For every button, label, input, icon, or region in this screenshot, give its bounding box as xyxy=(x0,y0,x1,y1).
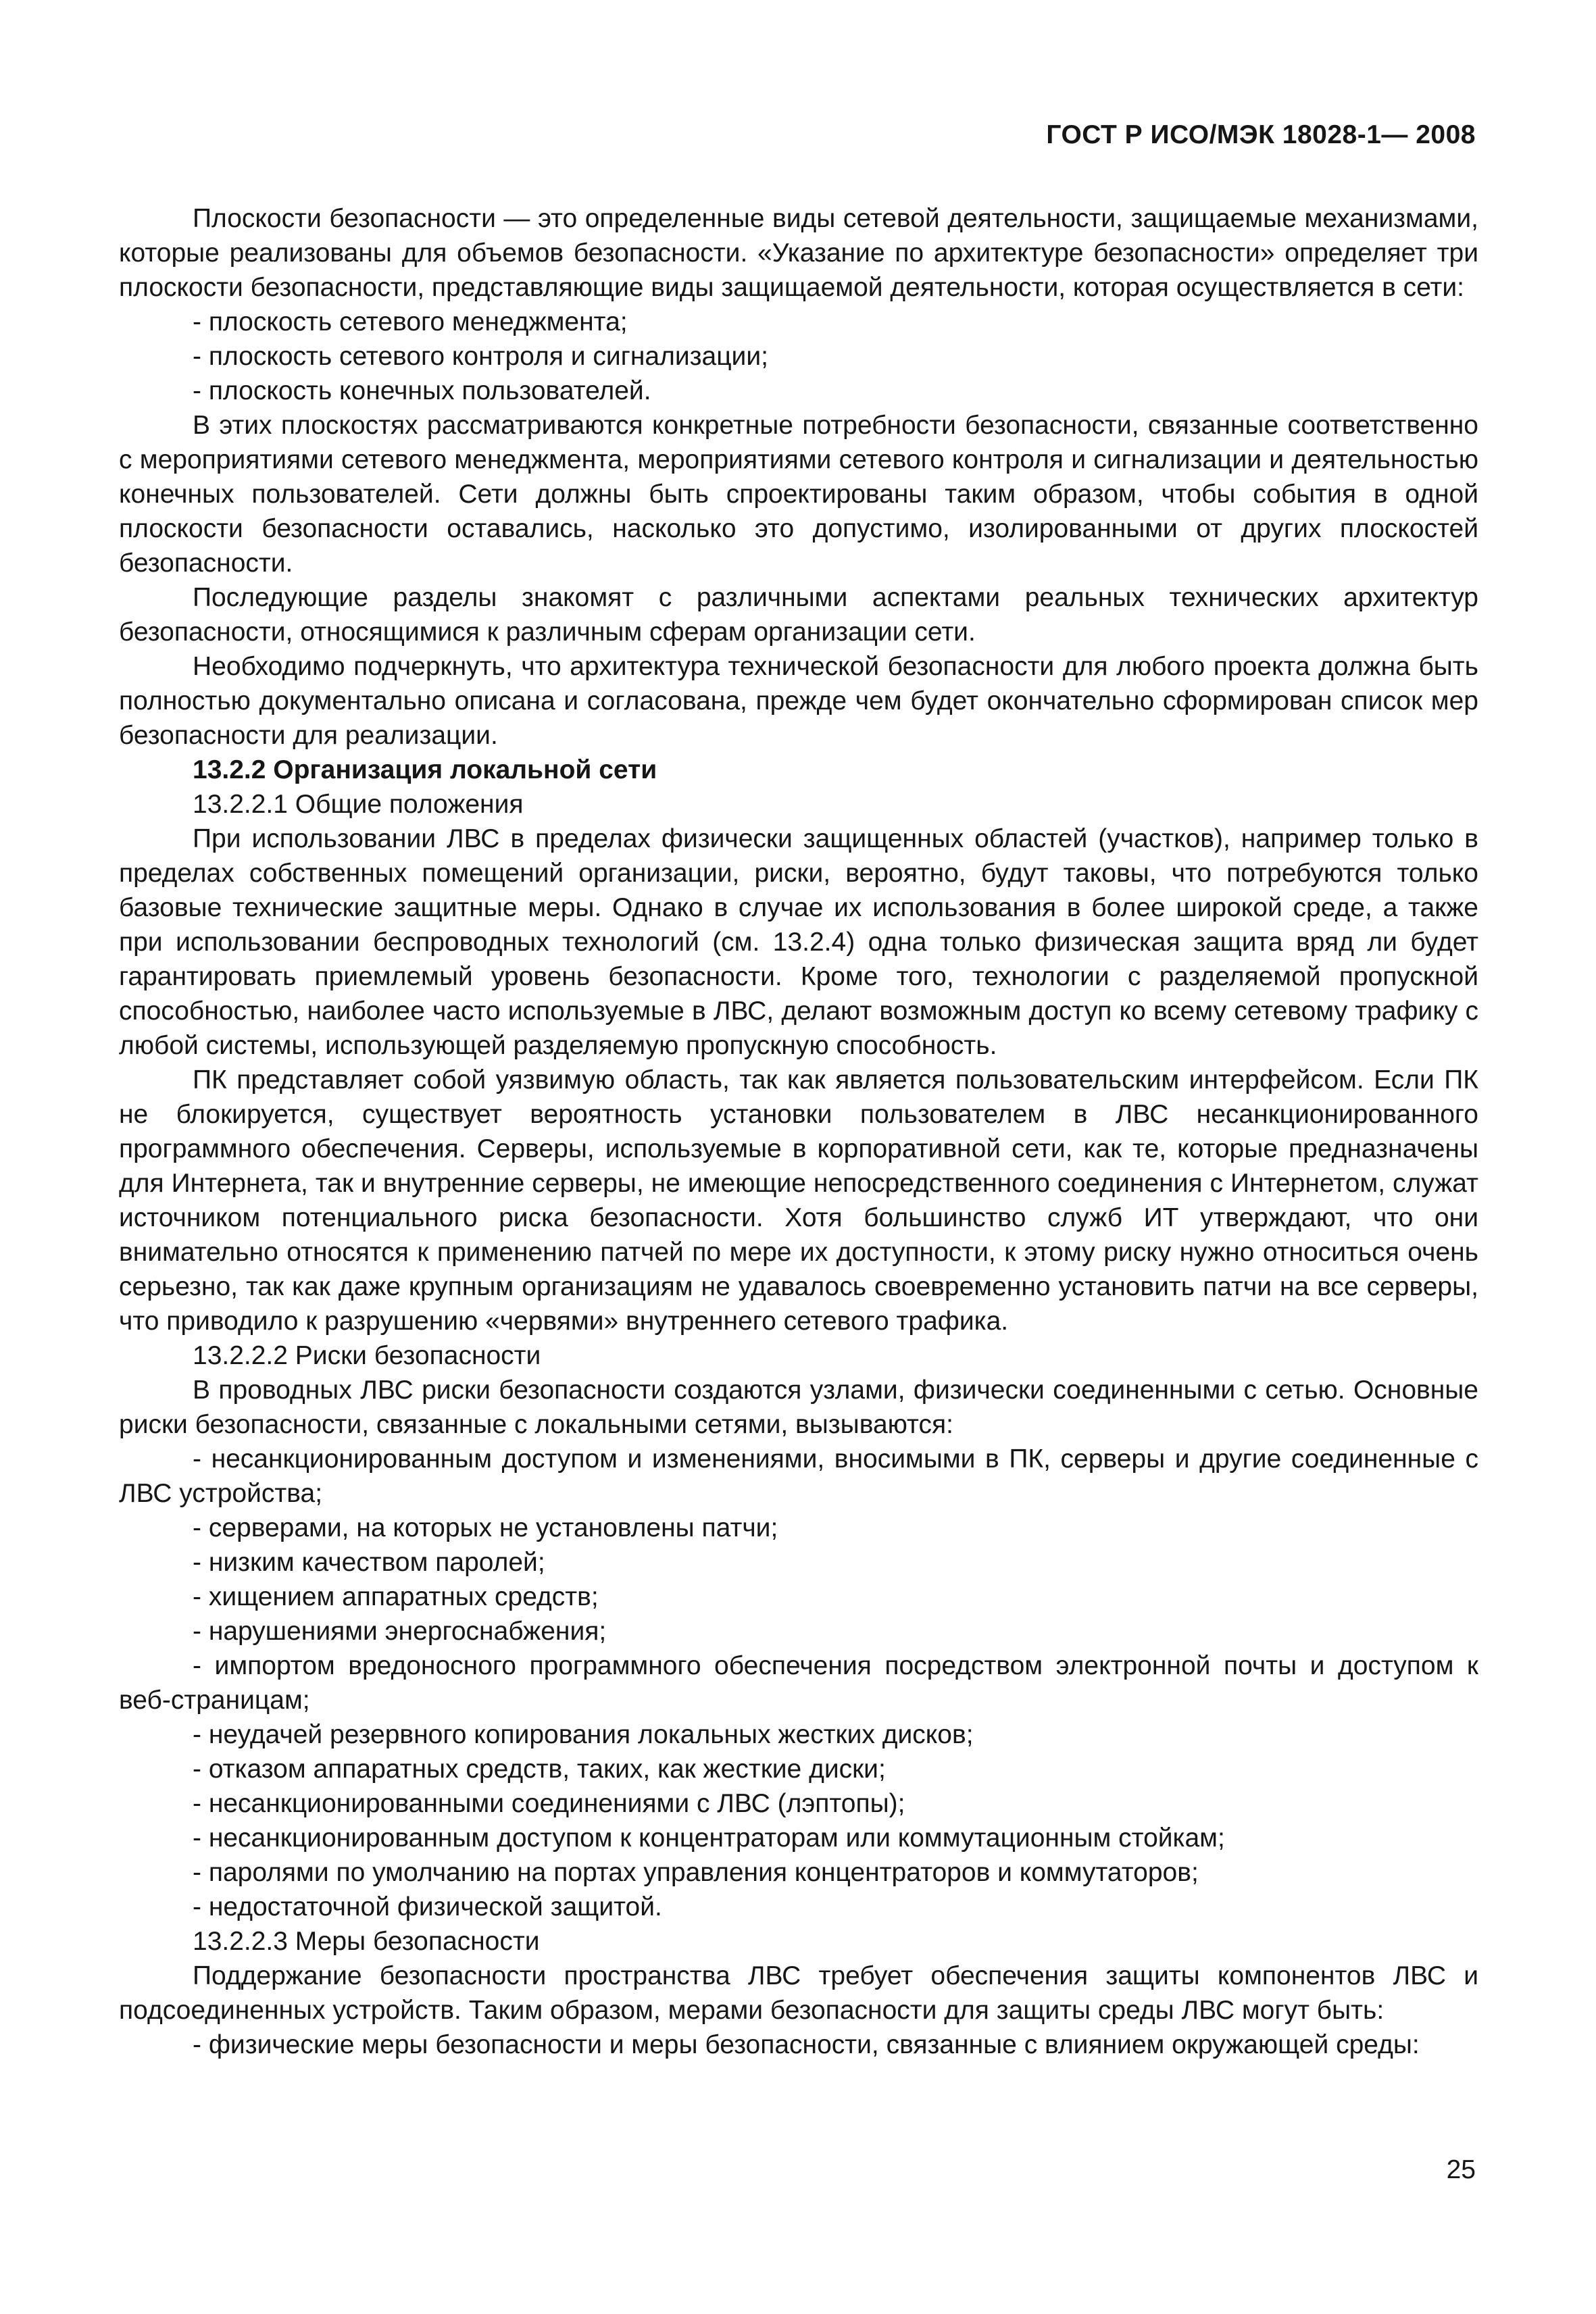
paragraph: При использовании ЛВС в пределах физически защищенных областей (участков), например только в пределах собственных помещений организации, риски, вероятно, будут таковы, что потребуются только базовые технические защитные меры. Однако в случае их использования в более широкой среде, а также при использовании беспроводных технологий (см. 13.2.4) одна только физическая защита вряд ли будет гарантировать приемлемый уровень безопасности. Кроме того, технологии с разделяемой пропускной способностью, наиболее часто используемые в ЛВС, делают возможным доступ ко всему сетевому трафику с любой системы, использующей разделяемую пропускную способность. xyxy=(119,824,1478,1060)
paragraph: Поддержание безопасности пространства ЛВС требует обеспечения защиты компонентов ЛВС и подсоединенных устройств. Таким образом, мерами безопасности для защиты среды ЛВС могут быть: xyxy=(119,1961,1478,2025)
list-item: - плоскость сетевого менеджмента; xyxy=(193,307,628,336)
list-item: - физические меры безопасности и меры безопасности, связанные с влиянием окружающей среды: xyxy=(193,2030,1420,2059)
paragraph: Последующие разделы знакомят с различными аспектами реальных технических архитектур безопасности, относящимися к различным сферам организации сети. xyxy=(119,583,1478,647)
list-item: - хищением аппаратных средств; xyxy=(193,1582,599,1611)
paragraph: Необходимо подчеркнуть, что архитектура технической безопасности для любого проекта должна быть полностью документально описана и согласована, прежде чем будет окончательно сформирован список мер безопасности для реализации. xyxy=(119,652,1478,750)
list-item: - несанкционированными соединениями с ЛВС (лэптопы); xyxy=(193,1789,905,1818)
list-item: - отказом аппаратных средств, таких, как жесткие диски; xyxy=(193,1755,886,1784)
list-item: - нарушениями энергоснабжения; xyxy=(193,1617,607,1646)
list-item: - паролями по умолчанию на портах управления концентраторов и коммутаторов; xyxy=(193,1858,1199,1887)
list-item: - серверами, на которых не установлены патчи; xyxy=(193,1513,778,1542)
list-item: - неудачей резервного копирования локальных жестких дисков; xyxy=(193,1720,974,1749)
list-item: - импортом вредоносного программного обеспечения посредством электронной почты и доступом к веб-страницам; xyxy=(119,1651,1478,1715)
paragraph: ПК представляет собой уязвимую область, так как является пользовательским интерфейсом. Если ПК не блокируется, существует вероятность установки пользователем в ЛВС несанкционированного программного обеспечения. Серверы, используемые в корпоративной сети, как те, которые предназначены для Интернета, так и внутренние серверы, не имеющие непосредственного соединения с Интернетом, служат источником потенциального риска безопасности. Хотя большинство служб ИТ утверждают, что они внимательно относятся к применению патчей по мере их доступности, к этому риску нужно относиться очень серьезно, так как даже крупным организациям не удавалось своевременно установить патчи на все серверы, что приводило к разрушению «червями» внутреннего сетевого трафика. xyxy=(119,1065,1478,1336)
subsection-heading: 13.2.2.2 Риски безопасности xyxy=(193,1341,541,1370)
subsection-heading: 13.2.2.1 Общие положения xyxy=(193,790,524,819)
list-item: - низким качеством паролей; xyxy=(193,1548,545,1577)
paragraph: Плоскости безопасности — это определенные виды сетевой деятельности, защищаемые механизмами, которые реализованы для объемов безопасности. «Указание по архитектуре безопасности» определяет три плоскости безопасности, представляющие виды защищаемой деятельности, которая осуществляется в сети: xyxy=(119,204,1478,302)
subsection-heading: 13.2.2.3 Меры безопасности xyxy=(193,1927,540,1956)
paragraph: В проводных ЛВС риски безопасности создаются узлами, физически соединенными с сетью. Основные риски безопасности, связанные с локальными сетями, вызываются: xyxy=(119,1376,1478,1439)
section-heading: 13.2.2 Организация локальной сети xyxy=(193,755,657,784)
page-number: 25 xyxy=(1446,2155,1476,2184)
paragraph: В этих плоскостях рассматриваются конкретные потребности безопасности, связанные соответственно с мероприятиями сетевого менеджмента, мероприятиями сетевого контроля и сигнализации и деятельностью конечных пользователей. Сети должны быть спроектированы таким образом, чтобы события в одной плоскости безопасности оставались, насколько это допустимо, изолированными от других плоскостей безопасности. xyxy=(119,411,1478,578)
list-item: - несанкционированным доступом к концентраторам или коммутационным стойкам; xyxy=(193,1823,1225,1853)
list-item: - плоскость конечных пользователей. xyxy=(193,376,651,405)
list-item: - недостаточной физической защитой. xyxy=(193,1892,662,1921)
list-item: - плоскость сетевого контроля и сигнализации; xyxy=(193,342,768,371)
list-item: - несанкционированным доступом и изменениями, вносимыми в ПК, серверы и другие соединенные с ЛВС устройства; xyxy=(119,1444,1478,1508)
page-body xyxy=(119,201,1478,2062)
document-header: ГОСТ Р ИСО/МЭК 18028-1— 2008 xyxy=(1046,120,1476,149)
